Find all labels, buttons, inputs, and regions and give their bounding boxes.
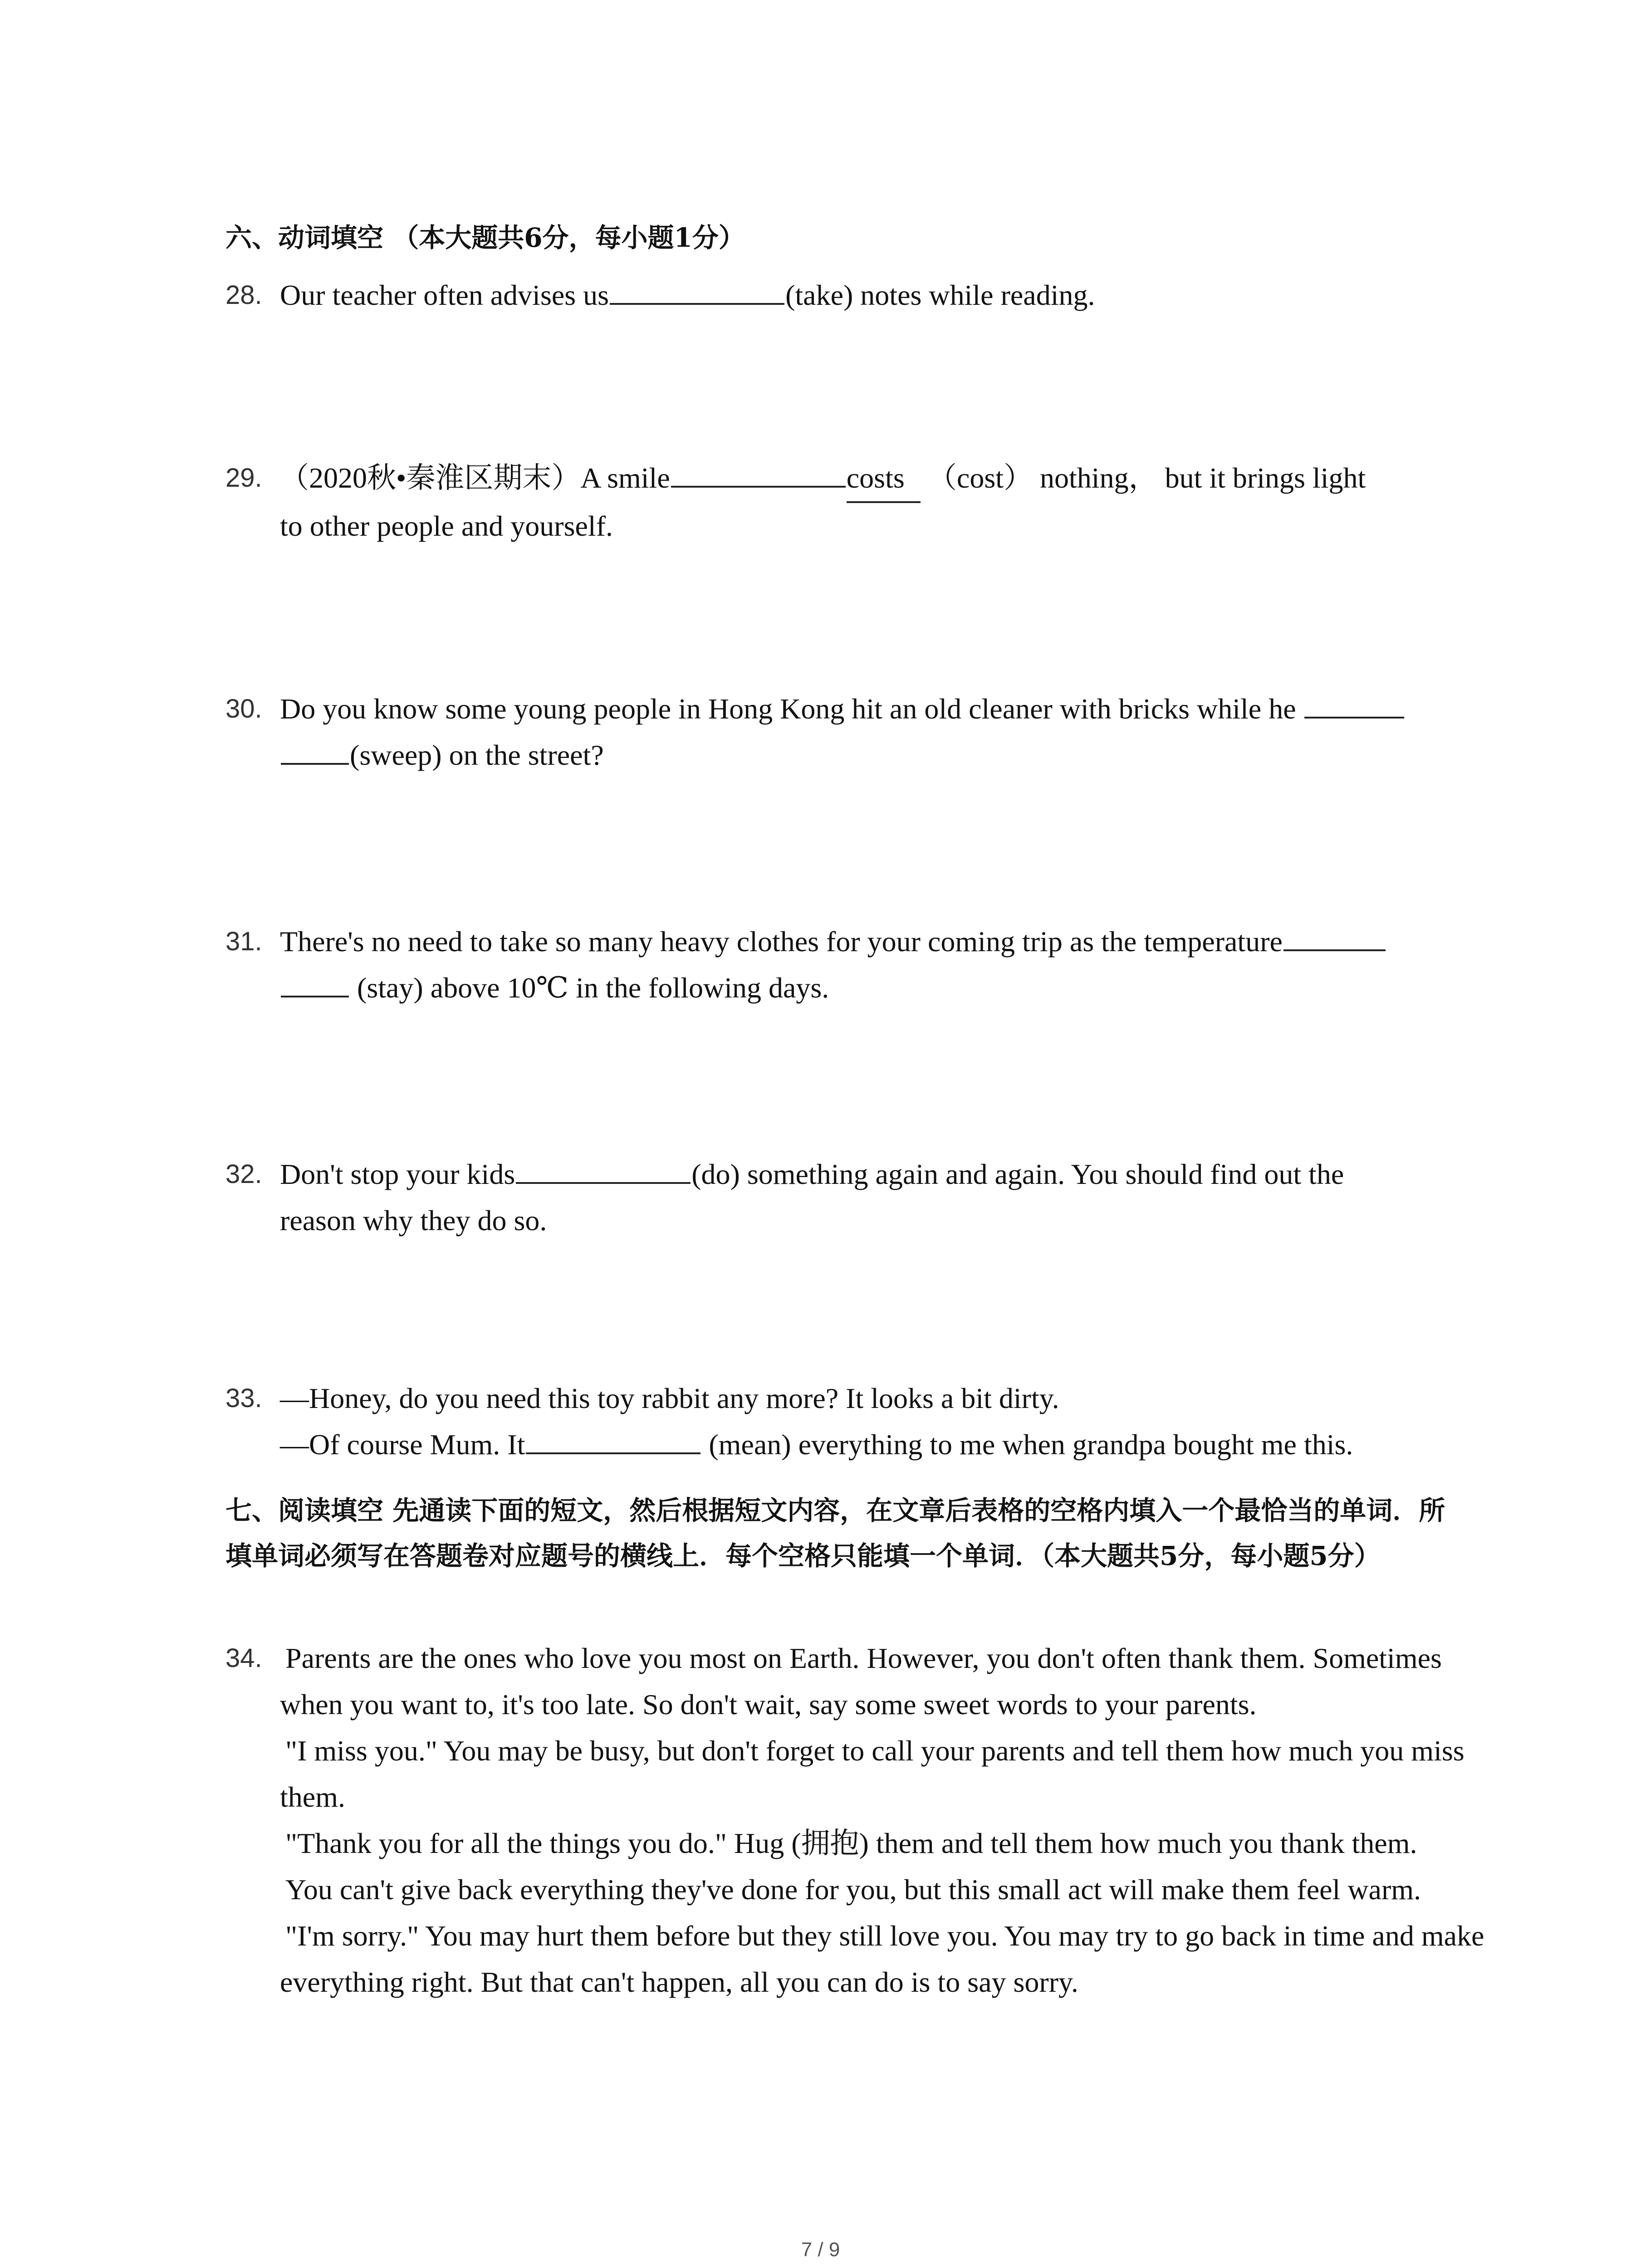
dialogue-line-2: —Of course Mum. It [280,1428,525,1461]
answer-blank[interactable] [610,277,784,305]
question-28 [225,272,1487,318]
answer-blank[interactable] [526,1426,700,1454]
question-number: 32. [225,1159,262,1189]
passage-paragraph: "Thank you for all the things you do." Hug (拥抱) them and tell them how much you thank them. [285,1827,1417,1859]
question-34-passage [225,1635,1487,2005]
question-text-line2: to other people and yourself. [280,510,613,542]
question-33 [225,1375,1487,1468]
answer-blank[interactable] [671,459,846,488]
answer-blank[interactable] [516,1156,691,1184]
dialogue-line-1: —Honey, do you need this toy rabbit any more? It looks a bit dirty. [280,1382,1059,1414]
question-number: 34. [225,1643,262,1673]
question-text: (stay) above 10℃ in the following days. [350,972,829,1004]
question-number: 30. [225,694,262,723]
question-number: 28. [225,280,262,310]
question-text: (sweep) on the street? [350,739,604,771]
question-31 [225,919,1487,1011]
answer-blank-continued[interactable] [281,969,349,997]
answer-blank[interactable] [1283,923,1386,951]
question-32 [225,1151,1487,1244]
answer-blank[interactable] [1304,690,1404,719]
question-29 [225,455,1487,549]
question-30 [225,686,1487,778]
section-6-title: 六、动词填空 （本大题共6分，每小题1分） [225,222,745,253]
passage-paragraph: Parents are the ones who love you most on Earth. However, you don't often thank them. Sometimes when you want to, it's too late. So don't wait, say some sweet words to your parents. [280,1642,1442,1721]
question-text-line2: reason why they do so. [280,1204,547,1237]
page-number: 7 / 9 [801,2239,840,2261]
question-text: Our teacher often advises us [280,279,609,311]
filled-answer: costs [847,455,921,503]
dialogue-line-2-rest: (mean) everything to me when grandpa bought me this. [701,1428,1353,1461]
question-text: （2020秋•秦淮区期末）A smile [280,462,670,494]
passage-paragraph: "I miss you." You may be busy, but don't forget to call your parents and tell them how much you miss them. [280,1735,1465,1813]
question-text: Do you know some young people in Hong Kong hit an old cleaner with bricks while he [280,693,1303,725]
section-7-title: 七、阅读填空 先通读下面的短文，然后根据短文内容，在文章后表格的空格内填入一个最恰当的单词．所填单词必须写在答题卷对应题号的横线上．每个空格只能填一个单词．（本大题共5分，每小题5分） [225,1495,1445,1571]
answer-blank-continued[interactable] [281,737,349,765]
question-text: Don't stop your kids [280,1158,515,1190]
question-number: 33. [225,1383,262,1413]
question-text: There's no need to take so many heavy clothes for your coming trip as the temperature [280,925,1283,958]
passage-paragraph: You can't give back everything they've done for you, but this small act will make them feel warm. [285,1873,1421,1906]
question-number: 29. [225,463,262,493]
passage-paragraph: "I'm sorry." You may hurt them before but they still love you. You may try to go back in time and make everything right. But that can't happen, all you can do is to say sorry. [280,1920,1484,1998]
question-text: (do) something again and again. You should find out the [691,1158,1344,1190]
question-text: (take) notes while reading. [785,279,1095,311]
question-number: 31. [225,927,262,956]
question-text: （cost） nothing， but it brings light [920,462,1366,494]
